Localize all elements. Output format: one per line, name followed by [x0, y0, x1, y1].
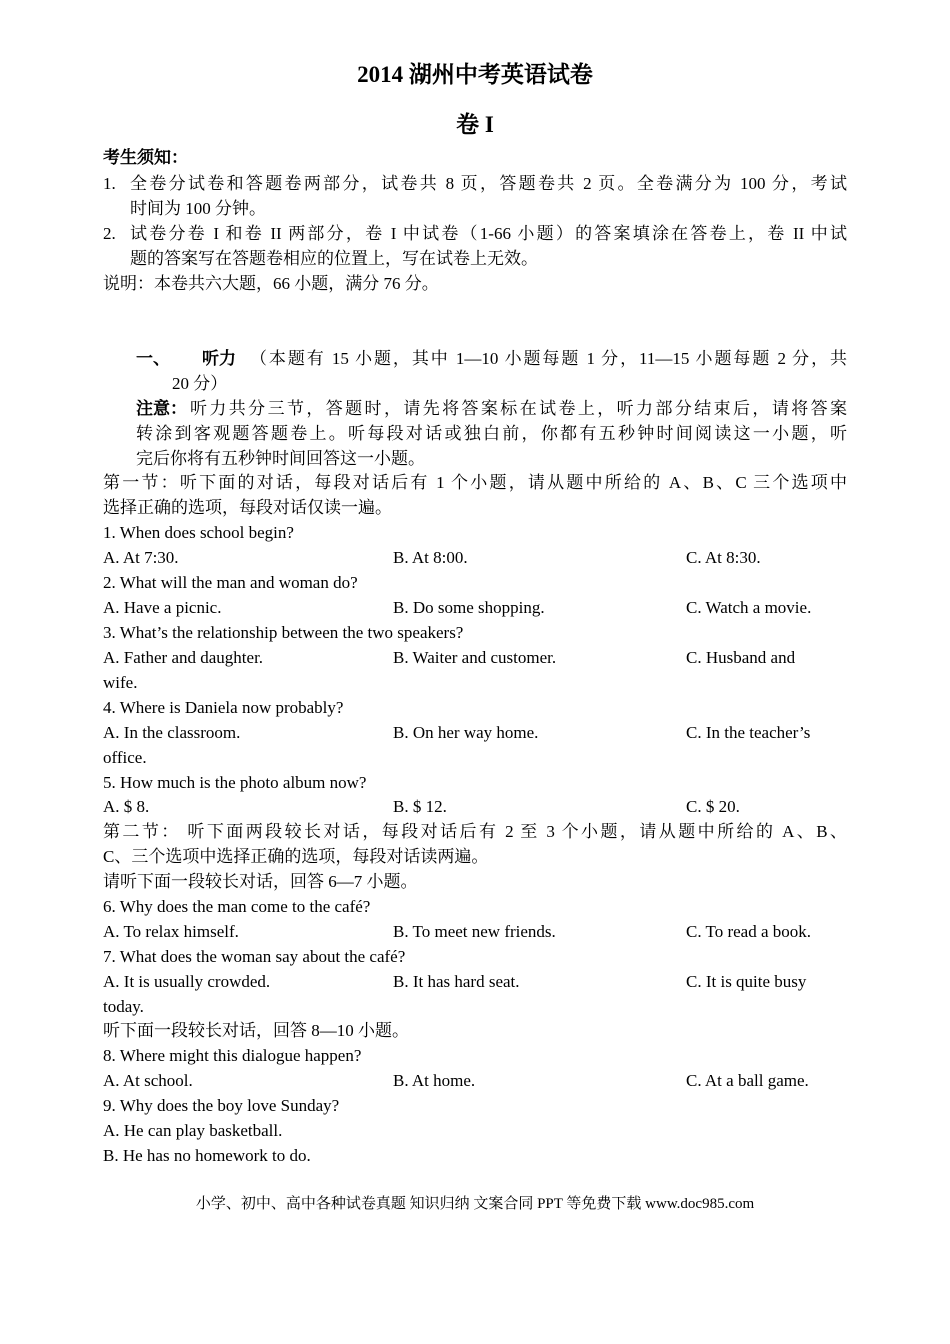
q4-option-c: C. In the teacher’s: [686, 723, 811, 742]
q6-option-a: A. To relax himself.: [103, 922, 239, 941]
q5-option-a: A. $ 8.: [103, 797, 150, 816]
part2-intro-1: 请听下面一段较长对话，回答 6—7 小题。: [103, 872, 418, 891]
q1-option-c: C. At 8:30.: [686, 548, 761, 567]
question-8: 8. Where might this dialogue happen?: [103, 1046, 362, 1065]
question-7: 7. What does the woman say about the café?: [103, 947, 406, 966]
note-line3: 完后你将有五秒钟时间回答这一小题。: [136, 449, 425, 468]
q7-option-a: A. It is usually crowded.: [103, 972, 271, 991]
q1-option-a: A. At 7:30.: [103, 548, 179, 567]
question-6: 6. Why does the man come to the café?: [103, 897, 371, 916]
q3-option-c: C. Husband and: [686, 648, 796, 667]
q8-option-b: B. At home.: [393, 1071, 476, 1090]
q3-option-b: B. Waiter and customer.: [393, 648, 557, 667]
q6-option-c: C. To read a book.: [686, 922, 812, 941]
volume-title: 卷 I: [456, 112, 494, 137]
notice-item-1-line1: 全卷分试卷和答题卷两部分，试卷共 8 页，答题卷共 2 页。全卷满分为 100 分，考试: [130, 174, 847, 193]
question-1: 1. When does school begin?: [103, 523, 294, 542]
q4-option-c-wrap: office.: [103, 748, 147, 767]
notice-item-2-num: 2.: [103, 224, 116, 243]
q2-option-b: B. Do some shopping.: [393, 598, 545, 617]
q5-option-c: C. $ 20.: [686, 797, 740, 816]
q9-option-a: A. He can play basketball.: [103, 1121, 283, 1140]
part2-instruction-line1: 第二节： 听下面两段较长对话，每段对话后有 2 至 3 个小题，请从题中所给的 A、B、: [103, 822, 847, 841]
q7-option-b: B. It has hard seat.: [393, 972, 520, 991]
section-desc-line2: 20 分）: [172, 374, 228, 393]
q2-option-c: C. Watch a movie.: [686, 598, 812, 617]
question-5: 5. How much is the photo album now?: [103, 773, 367, 792]
part2-intro-2: 听下面一段较长对话，回答 8—10 小题。: [103, 1021, 409, 1040]
q8-option-c: C. At a ball game.: [686, 1071, 809, 1090]
notice-item-1-num: 1.: [103, 174, 116, 193]
part2-instruction-line2: C、三个选项中选择正确的选项，每段对话读两遍。: [103, 847, 489, 866]
question-4: 4. Where is Daniela now probably?: [103, 698, 344, 717]
notice-explain: 说明：本卷共六大题，66 小题，满分 76 分。: [103, 274, 439, 293]
q4-option-a: A. In the classroom.: [103, 723, 241, 742]
q5-option-b: B. $ 12.: [393, 797, 447, 816]
q7-option-c: C. It is quite busy: [686, 972, 807, 991]
part1-instruction-line2: 选择正确的选项，每段对话仅读一遍。: [103, 498, 392, 517]
question-9: 9. Why does the boy love Sunday?: [103, 1096, 340, 1115]
q3-option-a: A. Father and daughter.: [103, 648, 264, 667]
question-2: 2. What will the man and woman do?: [103, 573, 358, 592]
q4-option-b: B. On her way home.: [393, 723, 539, 742]
notice-item-2-line2: 题的答案写在答题卷相应的位置上，写在试卷上无效。: [130, 249, 538, 268]
section-name: 听力: [202, 349, 236, 368]
section-number: 一、: [136, 349, 170, 368]
note-line1: 听力共分三节，答题时，请先将答案标在试卷上，听力部分结束后，请将答案: [190, 399, 847, 418]
question-3: 3. What’s the relationship between the two speakers?: [103, 623, 464, 642]
q8-option-a: A. At school.: [103, 1071, 193, 1090]
q7-option-c-wrap: today.: [103, 997, 144, 1016]
q9-option-b: B. He has no homework to do.: [103, 1146, 311, 1165]
notice-item-2-line1: 试卷分卷 I 和卷 II 两部分，卷 I 中试卷（1-66 小题）的答案填涂在答卷上，卷 II 中试: [130, 224, 847, 243]
page-title: 2014 湖州中考英语试卷: [357, 62, 593, 87]
q3-option-c-wrap: wife.: [103, 673, 138, 692]
part1-instruction-line1: 第一节：听下面的对话，每段对话后有 1 个小题，请从题中所给的 A、B、C 三个选项中: [103, 473, 847, 492]
q6-option-b: B. To meet new friends.: [393, 922, 556, 941]
q2-option-a: A. Have a picnic.: [103, 598, 222, 617]
note-label: 注意：: [136, 399, 187, 418]
notice-item-1-line2: 时间为 100 分钟。: [130, 199, 266, 218]
notice-heading: 考生须知：: [103, 148, 188, 167]
section-desc-line1: （本题有 15 小题，其中 1—10 小题每题 1 分，11—15 小题每题 2 分，共: [250, 349, 847, 368]
note-line2: 转涂到客观题答题卷上。听每段对话或独白前，你都有五秒钟时间阅读这一小题，听: [136, 424, 847, 443]
page-footer: 小学、初中、高中各种试卷真题 知识归纳 文案合同 PPT 等免费下载 www.doc985.com: [195, 1196, 755, 1212]
q1-option-b: B. At 8:00.: [393, 548, 468, 567]
